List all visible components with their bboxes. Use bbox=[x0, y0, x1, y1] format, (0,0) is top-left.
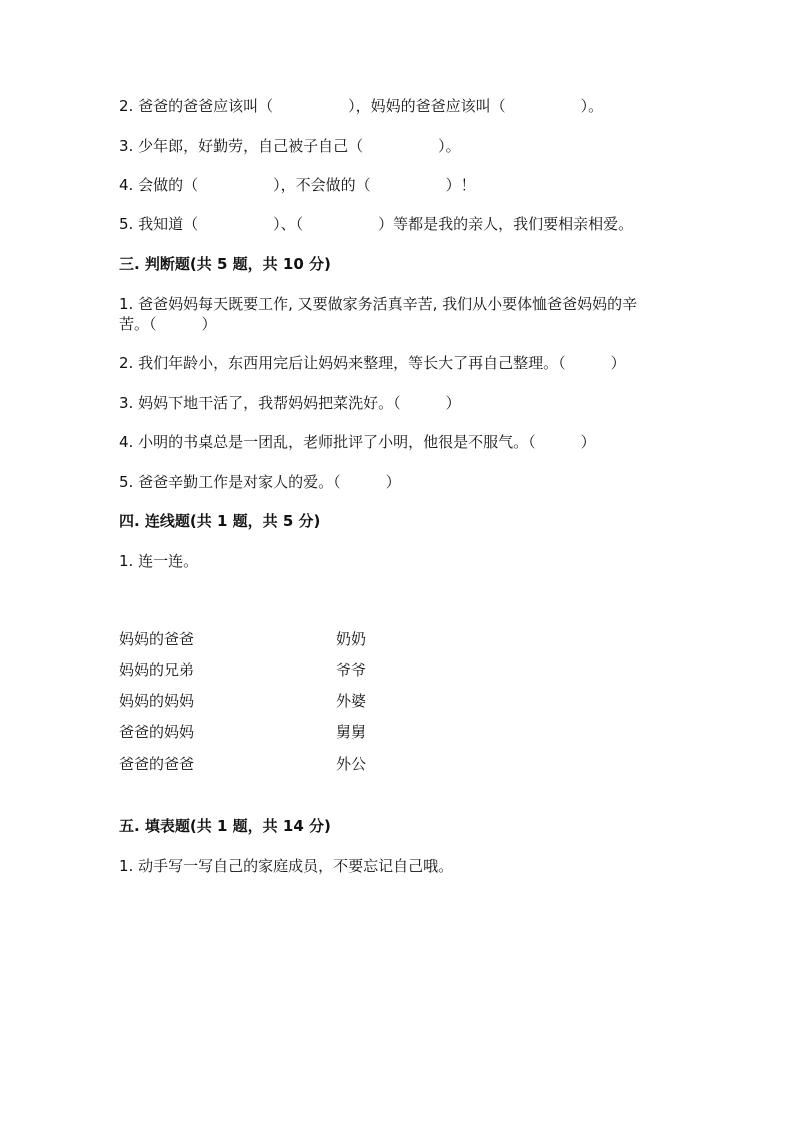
section-match-heading: 四. 连线题(共 1 题，共 5 分) bbox=[119, 512, 321, 530]
judge-q4: 4. 小明的书桌总是一团乱，老师批评了小明，他很是不服气。（ ） bbox=[119, 433, 596, 451]
judge-q1-line2: 苦。（ ） bbox=[119, 315, 217, 333]
match-left-item: 妈妈的妈妈 bbox=[119, 692, 195, 710]
match-left-item: 妈妈的兄弟 bbox=[119, 661, 195, 679]
section-judge-heading: 三. 判断题(共 5 题，共 10 分) bbox=[119, 255, 331, 273]
table-fill-q1: 1. 动手写一写自己的家庭成员，不要忘记自己哦。 bbox=[119, 857, 454, 875]
match-right-item: 爷爷 bbox=[336, 661, 367, 679]
match-q1: 1. 连一连。 bbox=[119, 552, 199, 570]
match-right-item: 舅舅 bbox=[336, 723, 367, 741]
fill-blank-q5: 5. 我知道（ ）、（ ）等都是我的亲人，我们要相亲相爱。 bbox=[119, 215, 634, 233]
fill-blank-q2: 2. 爸爸的爸爸应该叫（ ），妈妈的爸爸应该叫（ ）。 bbox=[119, 97, 604, 115]
judge-q1-line1: 1. 爸爸妈妈每天既要工作, 又要做家务活真辛苦, 我们从小要体恤爸爸妈妈的辛 bbox=[119, 295, 638, 313]
judge-q2: 2. 我们年龄小，东西用完后让妈妈来整理，等长大了再自己整理。（ ） bbox=[119, 354, 626, 372]
match-left-item: 爸爸的妈妈 bbox=[119, 723, 195, 741]
judge-q5: 5. 爸爸辛勤工作是对家人的爱。（ ） bbox=[119, 473, 401, 491]
judge-q3: 3. 妈妈下地干活了，我帮妈妈把菜洗好。（ ） bbox=[119, 394, 461, 412]
fill-blank-q3: 3. 少年郎，好勤劳，自己被子自己（ ）。 bbox=[119, 137, 461, 155]
match-right-item: 奶奶 bbox=[336, 630, 367, 648]
match-right-item: 外婆 bbox=[336, 692, 367, 710]
fill-blank-q4: 4. 会做的（ ），不会做的（ ）！ bbox=[119, 176, 476, 194]
section-table-heading: 五. 填表题(共 1 题，共 14 分) bbox=[119, 817, 331, 835]
match-left-item: 爸爸的爸爸 bbox=[119, 755, 195, 773]
judge-q1 bbox=[119, 294, 679, 334]
match-right-item: 外公 bbox=[336, 755, 367, 773]
match-left-item: 妈妈的爸爸 bbox=[119, 630, 195, 648]
